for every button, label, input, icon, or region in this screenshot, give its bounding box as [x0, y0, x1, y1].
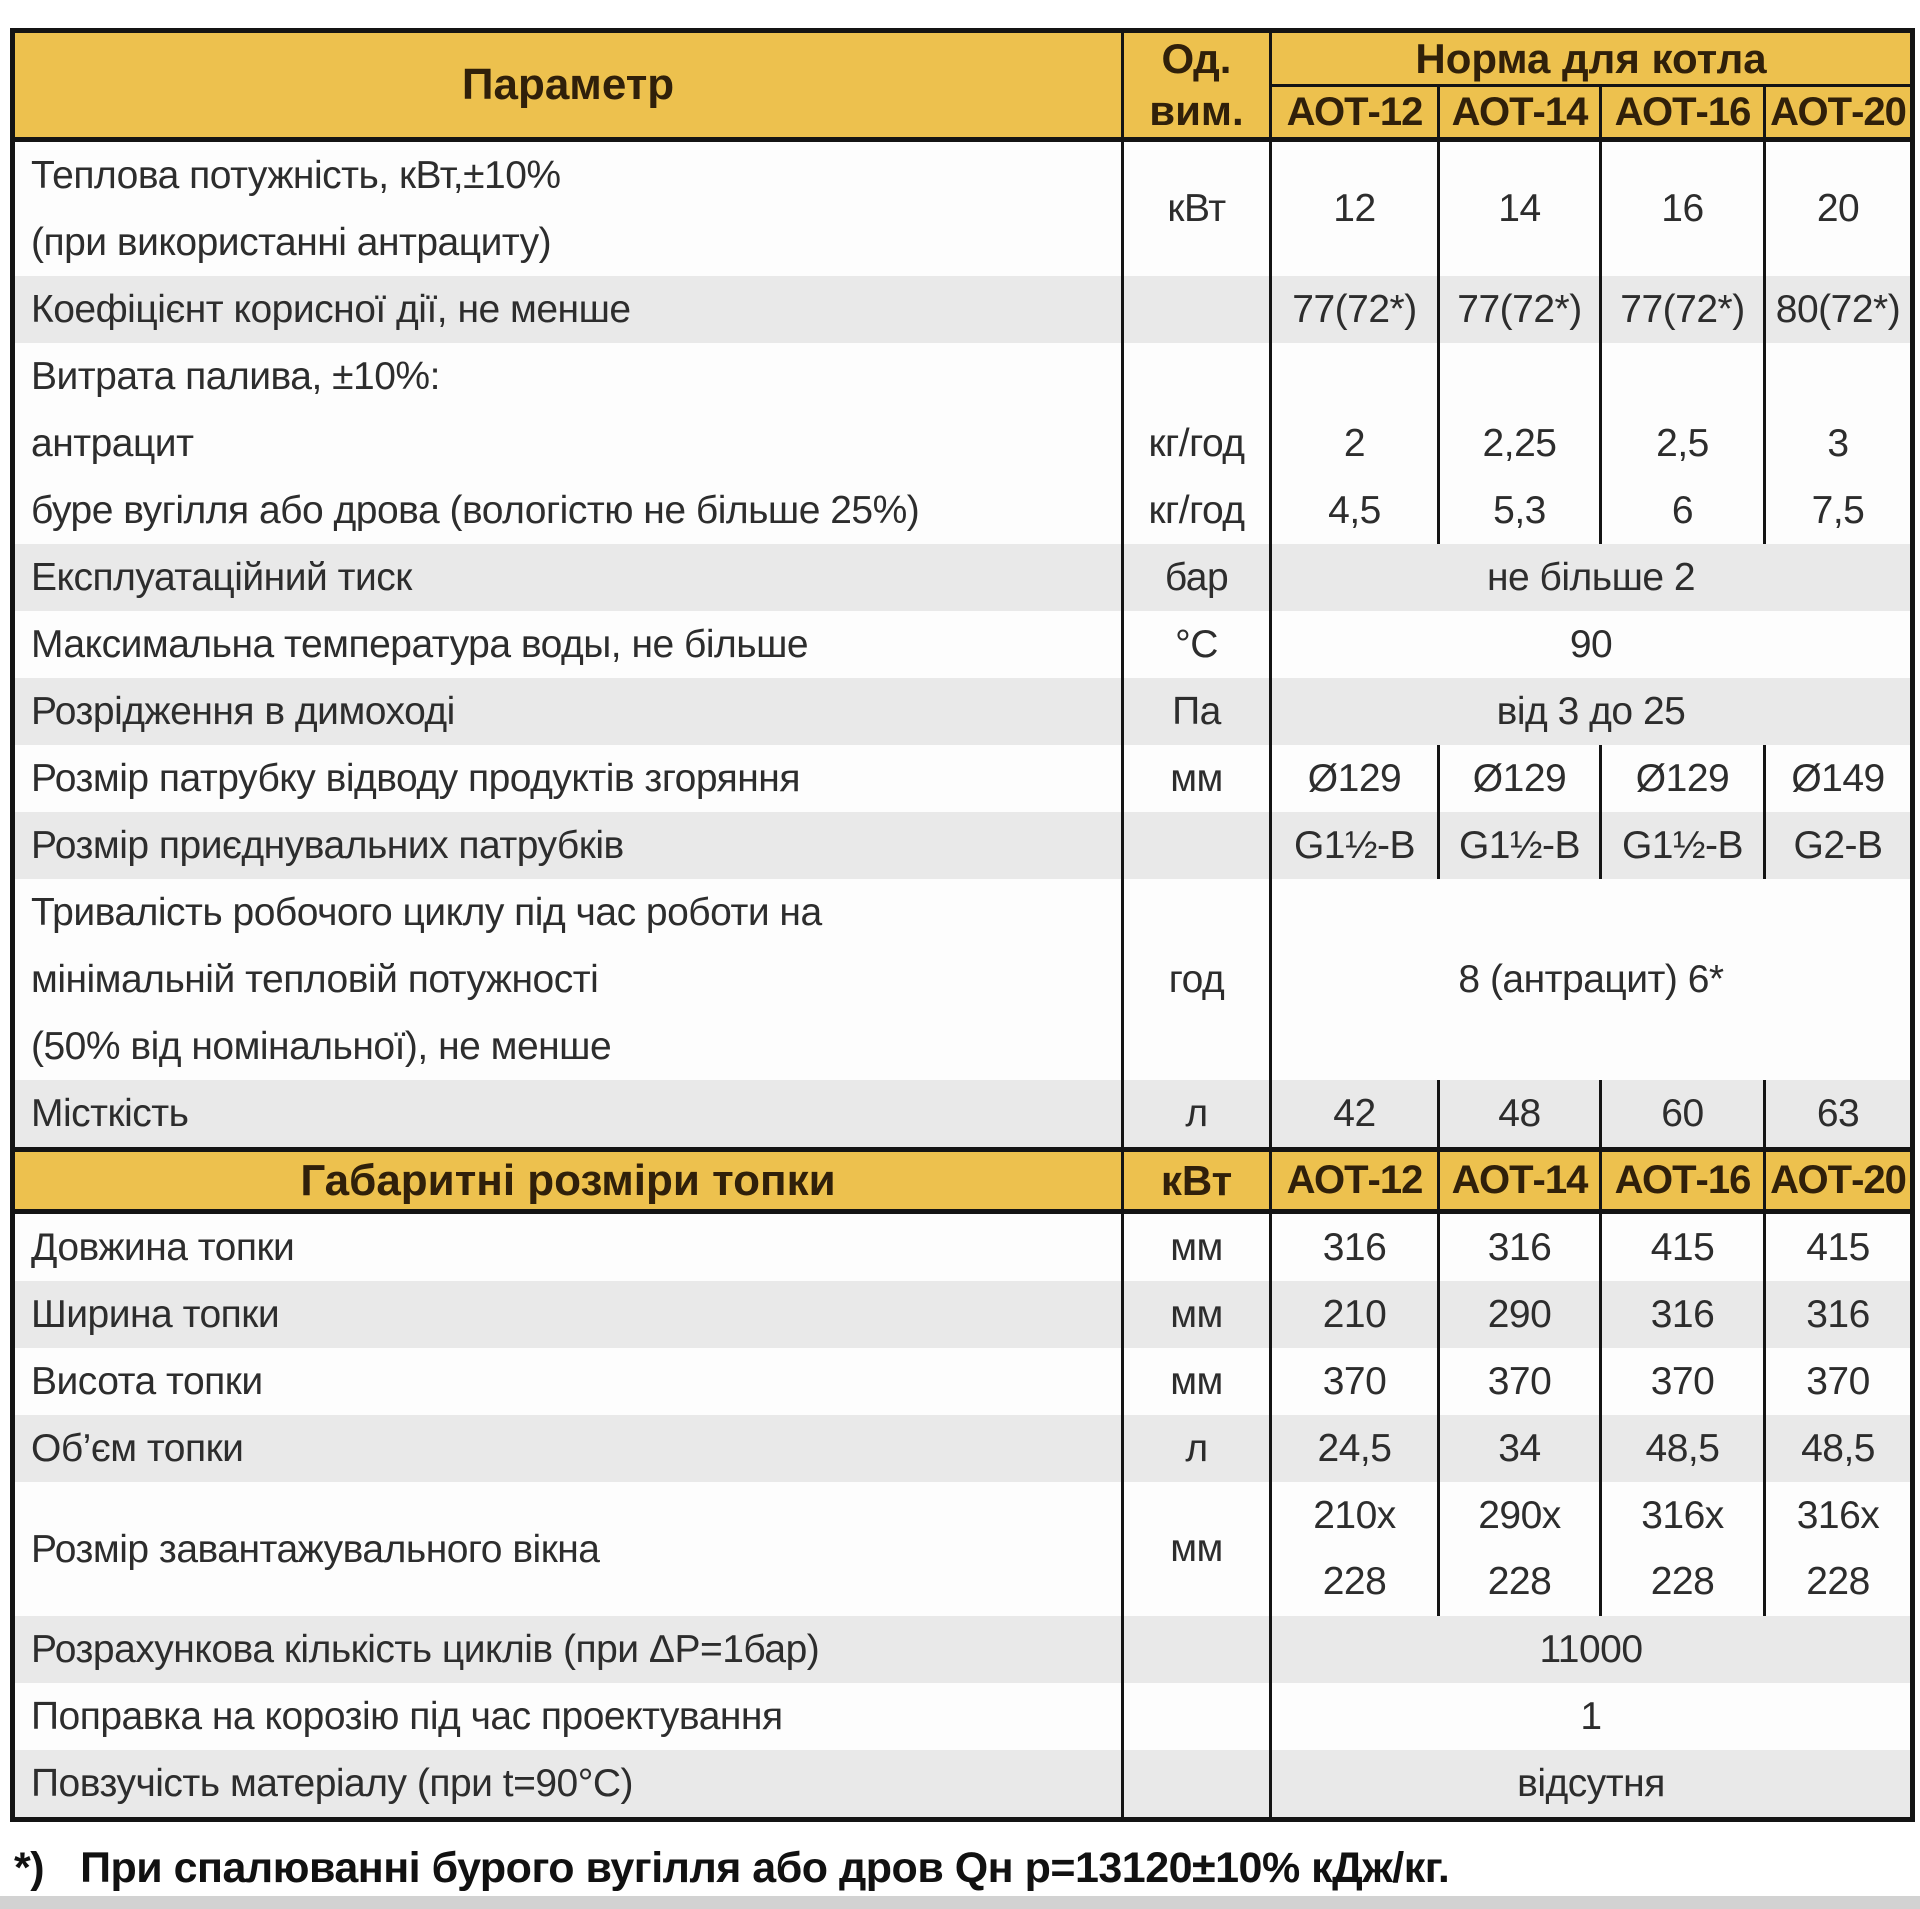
value-cell: Ø129: [1439, 745, 1601, 812]
table-row: [13, 745, 1913, 812]
model-header-aot12: АОТ-12: [1271, 86, 1439, 140]
span-value-cell: не більше 2: [1271, 544, 1913, 611]
param-cell: [13, 1616, 1123, 1683]
value-cell: 370: [1439, 1348, 1601, 1415]
value-cell: [1439, 343, 1601, 410]
param-text: Висота топки: [31, 1360, 263, 1403]
unit-cell: год: [1123, 879, 1271, 1080]
value-cell: Ø129: [1601, 745, 1765, 812]
param-text: Поправка на корозію під час проектування: [31, 1695, 783, 1738]
unit-cell: мм: [1123, 1482, 1271, 1616]
value-cell: 370: [1601, 1348, 1765, 1415]
table-row: [13, 879, 1913, 1080]
param-cell: [13, 544, 1123, 611]
param-text: антрацит: [31, 422, 194, 465]
unit-cell: Па: [1123, 678, 1271, 745]
unit-cell: кг/год: [1123, 477, 1271, 544]
specs-table: [10, 28, 1915, 1822]
value-cell: 77(72*): [1439, 276, 1601, 343]
span-value-cell: 90: [1271, 611, 1913, 678]
param-cell: [13, 1482, 1123, 1616]
value-cell: [1271, 343, 1439, 410]
value-cell: [1439, 1482, 1601, 1616]
value-cell: 2,5: [1601, 410, 1765, 477]
norm-group-header: Норма для котла: [1271, 31, 1913, 86]
unit-column-header: [1123, 31, 1271, 140]
value-cell: 6: [1601, 477, 1765, 544]
unit-cell: мм: [1123, 1212, 1271, 1282]
table-row: [13, 544, 1913, 611]
value-cell: G1½-B: [1601, 812, 1765, 879]
param-text: Розмір приєднувальних патрубків: [31, 824, 624, 867]
param-cell: [13, 1750, 1123, 1820]
value-line: 228: [1650, 1560, 1715, 1603]
value-cell: 63: [1765, 1080, 1913, 1150]
unit-cell: °С: [1123, 611, 1271, 678]
value-cell: 80(72*): [1765, 276, 1913, 343]
unit-cell: кг/год: [1123, 410, 1271, 477]
value-cell: 415: [1601, 1212, 1765, 1282]
param-cell: [13, 611, 1123, 678]
value-line: 228: [1806, 1560, 1870, 1603]
value-cell: [1271, 1482, 1439, 1616]
table-row: [13, 1212, 1913, 1282]
footnote-marker: *): [14, 1844, 45, 1892]
param-text: Розрахункова кількість циклів (при ΔР=1бар): [31, 1628, 820, 1671]
param-cell: [13, 1080, 1123, 1150]
value-cell: 48,5: [1765, 1415, 1913, 1482]
value-cell: 316: [1439, 1212, 1601, 1282]
unit-cell: [1123, 343, 1271, 410]
footnote-text: При спалюванні бурого вугілля або дров Qн р=13120±10% кДж/кг.: [80, 1844, 1450, 1892]
param-cell: [13, 1212, 1123, 1282]
table-row: [13, 1415, 1913, 1482]
value-cell: 316: [1601, 1281, 1765, 1348]
table-row: [13, 1683, 1913, 1750]
value-cell: 316: [1271, 1212, 1439, 1282]
param-cell: [13, 1683, 1123, 1750]
section2-header-row: [13, 1150, 1913, 1212]
bottom-edge-strip: [0, 1896, 1920, 1909]
value-cell: Ø149: [1765, 745, 1913, 812]
value-cell: 3: [1765, 410, 1913, 477]
param-cell: [13, 343, 1123, 410]
unit-cell: л: [1123, 1080, 1271, 1150]
section2-unit-header: кВт: [1123, 1150, 1271, 1212]
unit-cell: [1123, 1750, 1271, 1820]
value-cell: 210: [1271, 1281, 1439, 1348]
param-text: буре вугілля або дрова (вологістю не більше 25%): [31, 489, 920, 532]
unit-cell: бар: [1123, 544, 1271, 611]
param-cell: [13, 1415, 1123, 1482]
value-cell: 316: [1765, 1281, 1913, 1348]
model-header-aot14: АОТ-14: [1439, 1150, 1601, 1212]
unit-header-line1: Од.: [1161, 35, 1232, 82]
value-cell: 42: [1271, 1080, 1439, 1150]
value-cell: 370: [1765, 1348, 1913, 1415]
unit-cell: мм: [1123, 1348, 1271, 1415]
value-cell: 290: [1439, 1281, 1601, 1348]
table-row: [13, 1080, 1913, 1150]
table-row: [13, 611, 1913, 678]
value-line: 228: [1322, 1560, 1387, 1603]
table-row: [13, 140, 1913, 277]
model-header-aot16: АОТ-16: [1601, 86, 1765, 140]
param-text: Повзучість матеріалу (при t=90°С): [31, 1762, 633, 1805]
value-cell: 34: [1439, 1415, 1601, 1482]
param-text: Теплова потужність, кВт,±10%: [31, 154, 561, 197]
unit-cell: [1123, 1683, 1271, 1750]
param-text: Максимальна температура воды, не більше: [31, 623, 809, 666]
model-header-aot14: АОТ-14: [1439, 86, 1601, 140]
value-cell: [1601, 343, 1765, 410]
unit-cell: [1123, 812, 1271, 879]
span-value-cell: 8 (антрацит) 6*: [1271, 879, 1913, 1080]
span-value-cell: 11000: [1271, 1616, 1913, 1683]
table-row: [13, 1348, 1913, 1415]
value-cell: 16: [1601, 140, 1765, 277]
table-row: [13, 343, 1913, 410]
model-header-aot12: АОТ-12: [1271, 1150, 1439, 1212]
value-cell: G1½-B: [1271, 812, 1439, 879]
table-row: [13, 1750, 1913, 1820]
value-cell: 77(72*): [1271, 276, 1439, 343]
span-value-cell: відсутня: [1271, 1750, 1913, 1820]
param-text: мінімальній тепловій потужності: [31, 958, 599, 1001]
param-text: Експлуатаційний тиск: [31, 556, 412, 599]
value-line: 228: [1487, 1560, 1552, 1603]
param-cell: [13, 140, 1123, 277]
param-text: Об’єм топки: [31, 1427, 244, 1470]
value-cell: 24,5: [1271, 1415, 1439, 1482]
table-header: [13, 31, 1913, 140]
table-row: [13, 678, 1913, 745]
param-text: Витрата палива, ±10%:: [31, 355, 440, 398]
unit-cell: [1123, 1616, 1271, 1683]
param-cell: [13, 410, 1123, 477]
table-row: [13, 1281, 1913, 1348]
param-text: Розмір патрубку відводу продуктів згоряння: [31, 757, 800, 800]
value-cell: 2: [1271, 410, 1439, 477]
header-row-top: [13, 31, 1913, 86]
value-cell: 48: [1439, 1080, 1601, 1150]
table-row: [13, 477, 1913, 544]
param-text: (50% від номінальної), не менше: [31, 1025, 612, 1068]
param-cell: [13, 477, 1123, 544]
param-cell: [13, 745, 1123, 812]
param-cell: [13, 276, 1123, 343]
model-header-aot20: АОТ-20: [1765, 86, 1913, 140]
value-cell: [1765, 1482, 1913, 1616]
unit-cell: кВт: [1123, 140, 1271, 277]
unit-cell: [1123, 276, 1271, 343]
value-line: 316х: [1796, 1494, 1880, 1537]
span-value-cell: 1: [1271, 1683, 1913, 1750]
value-cell: 48,5: [1601, 1415, 1765, 1482]
value-cell: 60: [1601, 1080, 1765, 1150]
table-row: [13, 812, 1913, 879]
table-row: [13, 276, 1913, 343]
value-cell: 7,5: [1765, 477, 1913, 544]
value-cell: 12: [1271, 140, 1439, 277]
param-cell: [13, 1281, 1123, 1348]
value-cell: 415: [1765, 1212, 1913, 1282]
model-header-aot16: АОТ-16: [1601, 1150, 1765, 1212]
param-cell: [13, 1348, 1123, 1415]
value-cell: 20: [1765, 140, 1913, 277]
value-cell: 77(72*): [1601, 276, 1765, 343]
value-cell: 5,3: [1439, 477, 1601, 544]
table-row: [13, 410, 1913, 477]
param-text: Розмір завантажувального вікна: [31, 1527, 600, 1571]
value-cell: 14: [1439, 140, 1601, 277]
param-text: Тривалість робочого циклу під час роботи на: [31, 891, 822, 934]
section2-title: Габаритні розміри топки: [13, 1150, 1123, 1212]
value-cell: [1601, 1482, 1765, 1616]
unit-header-line2: вим.: [1149, 87, 1244, 134]
footnote: [14, 1844, 1920, 1893]
param-text: Розрідження в димоході: [31, 690, 455, 733]
param-text: Ширина топки: [31, 1293, 280, 1336]
span-value-cell: від 3 до 25: [1271, 678, 1913, 745]
param-text: Місткість: [31, 1092, 189, 1135]
value-line: 210х: [1313, 1494, 1396, 1537]
value-cell: [1765, 343, 1913, 410]
value-cell: 370: [1271, 1348, 1439, 1415]
param-cell: [13, 879, 1123, 1080]
value-cell: 4,5: [1271, 477, 1439, 544]
param-text: Коефіцієнт корисної дії, не менше: [31, 288, 631, 331]
param-column-header: Параметр: [13, 31, 1123, 140]
param-cell: [13, 812, 1123, 879]
param-text: (при використанні антрациту): [31, 221, 552, 264]
value-line: 316х: [1641, 1494, 1724, 1537]
unit-cell: мм: [1123, 745, 1271, 812]
unit-cell: л: [1123, 1415, 1271, 1482]
unit-cell: мм: [1123, 1281, 1271, 1348]
value-cell: 2,25: [1439, 410, 1601, 477]
param-cell: [13, 678, 1123, 745]
table-row: [13, 1616, 1913, 1683]
table-row: [13, 1482, 1913, 1616]
param-text: Довжина топки: [31, 1226, 295, 1269]
value-line: 290х: [1478, 1494, 1561, 1537]
value-cell: G1½-B: [1439, 812, 1601, 879]
value-cell: G2-B: [1765, 812, 1913, 879]
model-header-aot20: АОТ-20: [1765, 1150, 1913, 1212]
value-cell: Ø129: [1271, 745, 1439, 812]
